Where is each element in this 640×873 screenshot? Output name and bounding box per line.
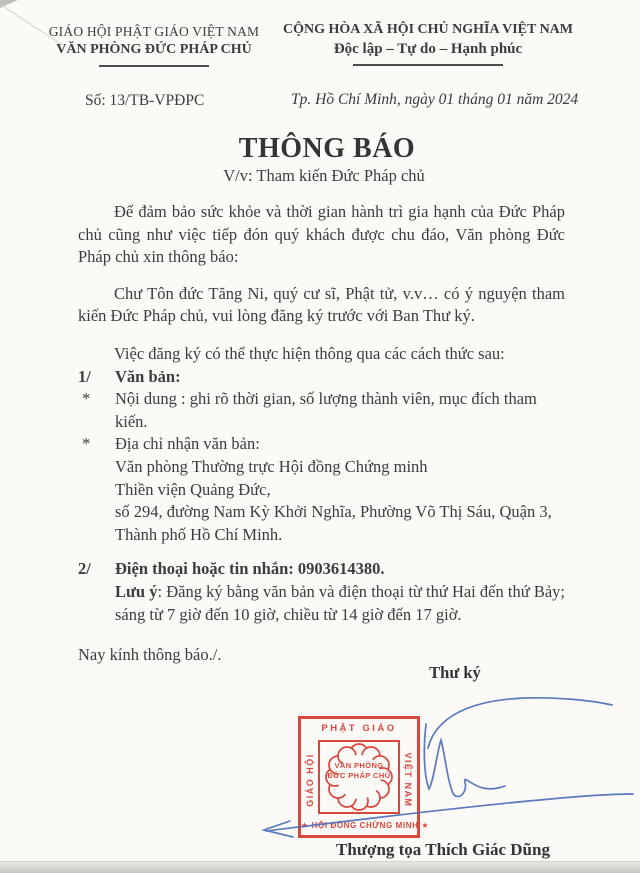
org-office: VĂN PHÒNG ĐỨC PHÁP CHỦ	[56, 42, 252, 57]
closing-line: Nay kính thông báo./.	[78, 645, 222, 665]
bullet-address	[78, 433, 565, 456]
national-motto: Độc lập – Tự do – Hạnh phúc	[333, 41, 523, 57]
signer-title: Thư ký	[429, 663, 481, 682]
list-item-2-label: Điện thoại hoặc tin nhắn: 0903614380.	[115, 559, 385, 579]
national-header-block	[282, 22, 574, 66]
place-and-date: Tp. Hồ Chí Minh, ngày 01 tháng 01 năm 2024	[291, 91, 579, 108]
org-name: GIÁO HỘI PHẬT GIÁO VIỆT NAM	[48, 24, 260, 39]
bullet-marker: *	[82, 434, 91, 454]
org-header-block	[40, 24, 268, 67]
note-line	[115, 581, 565, 626]
bullet-content	[78, 388, 565, 433]
list-item-1-number: 1/	[78, 366, 91, 386]
document-body	[78, 201, 565, 683]
scan-bottom-edge	[0, 861, 640, 873]
official-seal-stamp	[298, 716, 430, 838]
signer-name: Thượng tọa Thích Giác Dũng	[336, 840, 550, 859]
list-item-2-number: 2/	[78, 559, 91, 579]
list-item-1	[78, 366, 565, 389]
stamp-center-line1: VĂN PHÒNG	[334, 761, 384, 770]
org-header-rule	[99, 65, 209, 67]
stamp-center-line2: ĐỨC PHÁP CHỦ	[327, 770, 391, 780]
document-title: THÔNG BÁO	[238, 133, 416, 164]
national-name: CỘNG HÒA XÃ HỘI CHỦ NGHĨA VIỆT NAM	[282, 22, 573, 37]
list-item-2	[78, 558, 565, 581]
paragraph-audience: Chư Tôn đức Tăng Ni, quý cư sĩ, Phật tử, v.v… có ý nguyện tham kiến Đức Pháp chủ, vui lòng đăng ký trước với Ban Thư ký.	[78, 283, 565, 326]
paragraph-lead-in: Việc đăng ký có thể thực hiện thông qua các cách thức sau:	[114, 343, 505, 363]
bullet-content-text: Nội dung : ghi rõ thời gian, số lượng thành viên, mục đích tham kiến.	[115, 389, 537, 431]
bullet-marker: *	[82, 389, 91, 409]
address-line: Văn phòng Thường trực Hội đồng Chứng minh	[115, 456, 428, 476]
document-number: Số: 13/TB-VPĐPC	[85, 92, 205, 109]
stamp-top-text: PHẬT GIÁO	[321, 723, 397, 734]
address-line: Thành phố Hồ Chí Minh.	[115, 524, 283, 544]
stamp-bottom-text: ★ HỘI ĐỒNG CHỨNG MINH ★	[301, 821, 430, 830]
bullet-address-text: Địa chỉ nhận văn bản:	[115, 434, 260, 454]
spacer	[78, 546, 565, 558]
paragraph-intro: Để đảm bảo sức khỏe và thời gian hành trì gia hạnh của Đức Pháp chủ cũng như việc tiếp đón quý khách được chu đáo, Văn phòng Đức Pháp chủ xin thông báo:	[78, 202, 565, 267]
stamp-center-text	[318, 761, 400, 780]
address-line: Thiền viện Quảng Đức,	[115, 479, 271, 499]
stamp-right-text: VIỆT NAM	[403, 752, 413, 808]
stamp-left-text: GIÁO HỘI	[305, 753, 315, 807]
document-subject: V/v: Tham kiến Đức Pháp chủ	[223, 166, 425, 185]
list-item-1-label: Văn bản:	[115, 366, 181, 386]
national-header-rule	[353, 64, 503, 66]
note-text: : Đăng ký bằng văn bản và điện thoại từ thứ Hai đến thứ Bảy; sáng từ 7 giờ đến 10 giờ, chiều từ 14 giờ đến 17 giờ.	[115, 581, 565, 624]
note-label: Lưu ý	[115, 581, 158, 601]
address-line: số 294, đường Nam Kỳ Khởi Nghĩa, Phường Võ Thị Sáu, Quận 3,	[115, 502, 552, 522]
